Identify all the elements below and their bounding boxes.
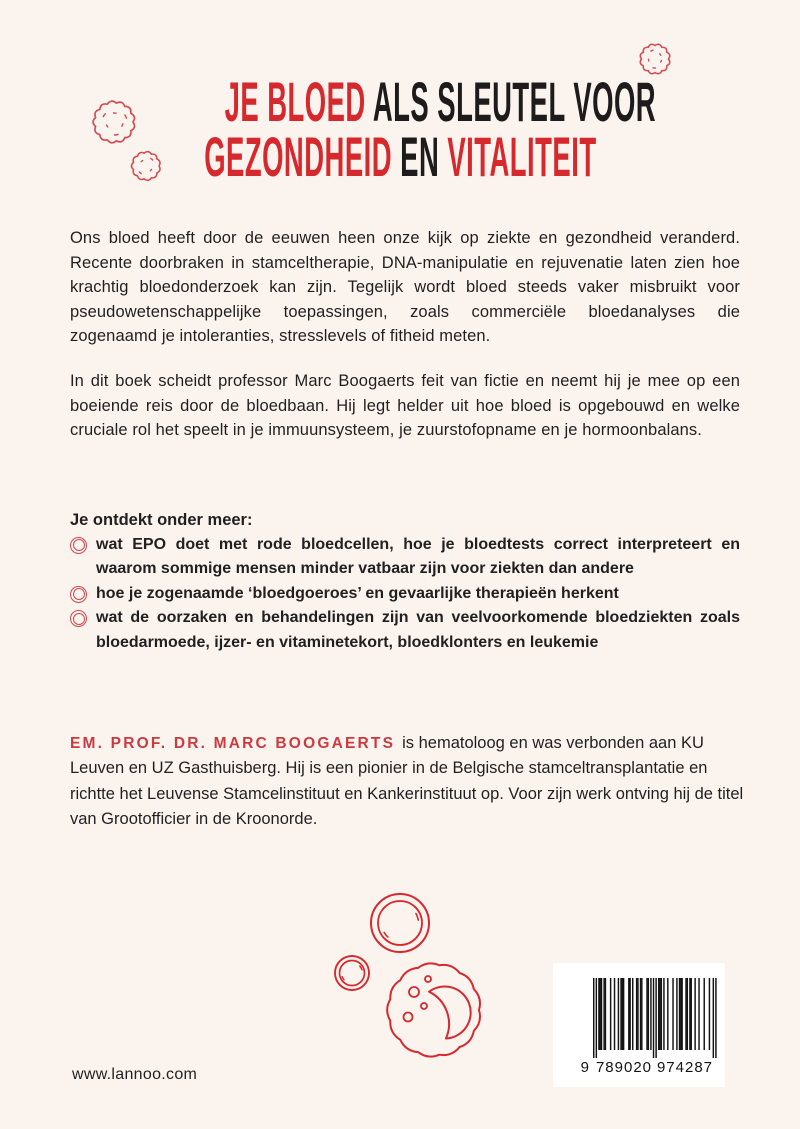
discover-list (70, 533, 740, 656)
title-line2-red-1: GEZONDHEID (204, 125, 393, 188)
publisher-website: www.lannoo.com (72, 1066, 198, 1083)
list-item (70, 533, 740, 582)
title-line1-black: ALS SLEUTEL VOOR (365, 70, 657, 133)
barcode-digits-right: 974287 (656, 1059, 714, 1076)
blood-cell-bullet-icon (70, 610, 87, 627)
list-item (70, 582, 740, 607)
list-item-text: wat EPO doet met rode bloedcellen, hoe je bloedtests correct interpreteert en waarom sommige mensen minder vatbaar zijn voor ziekten dan andere (96, 535, 740, 578)
barcode-digit-first: 9 (580, 1059, 590, 1076)
discover-section (70, 508, 740, 656)
barcode-graphic (553, 963, 725, 1087)
author-bio-text: is hematoloog en was verbonden aan KU Leuven en UZ Gasthuisberg. Hij is een pionier in de Belgische stamceltransplantatie en richtte het Leuvense Stamcelinstituut en Kankerinstituut op. Voor zijn werk ontving hij de titel van Grootofficier in de Kroonorde. (70, 734, 744, 829)
intro-paragraph: Ons bloed heeft door de eeuwen heen onze kijk op ziekte en gezondheid veranderd. Recente doorbraken in stamceltherapie, DNA-manipulatie en rejuvenatie laten zien hoe krachtig bloedonderzoek kan zijn. Tegelijk wordt bloed steeds vaker misbruikt voor pseudowetenschappelijke toepassingen, zoals commerciële bloedanalyses die zogenaamd je intoleranties, stresslevels of fitheid meten. (70, 229, 740, 346)
discover-heading: Je ontdekt onder meer: (70, 511, 253, 529)
barcode-digits-left: 789020 (595, 1059, 653, 1076)
list-item-text: hoe je zogenaamde ‘bloedgoeroes’ en gevaarlijke therapieën herkent (96, 584, 619, 602)
blood-cell-bullet-icon (70, 537, 87, 554)
blood-cells-illustration (315, 875, 500, 1080)
title-line2-red-2: VITALITEIT (447, 125, 597, 188)
list-item-text: wat de oorzaken en behandelingen zijn van veelvoorkomende bloedziekten zoals bloedarmoede, ijzer- en vitaminetekort, bloedklonters en leukemie (96, 609, 740, 651)
list-item (70, 606, 740, 655)
author-bio-paragraph (70, 731, 746, 833)
barcode (553, 963, 725, 1087)
page-title (0, 70, 800, 188)
title-line1-red: JE BLOED (224, 70, 366, 133)
barcode-bars (593, 978, 717, 1058)
blood-cell-bullet-icon (70, 586, 87, 603)
author-name: EM. PROF. DR. MARC BOOGAERTS (70, 735, 396, 752)
title-line2-black: EN (392, 125, 448, 188)
book-description-paragraph: In dit boek scheidt professor Marc Boogaerts feit van fictie en neemt hij je mee op een boeiende reis door de bloedbaan. Hij legt helder uit hoe bloed is opgebouwd en welke cruciale rol het speelt in je immuunsysteem, je zuurstofopname en je hormoonbalans. (70, 372, 740, 440)
